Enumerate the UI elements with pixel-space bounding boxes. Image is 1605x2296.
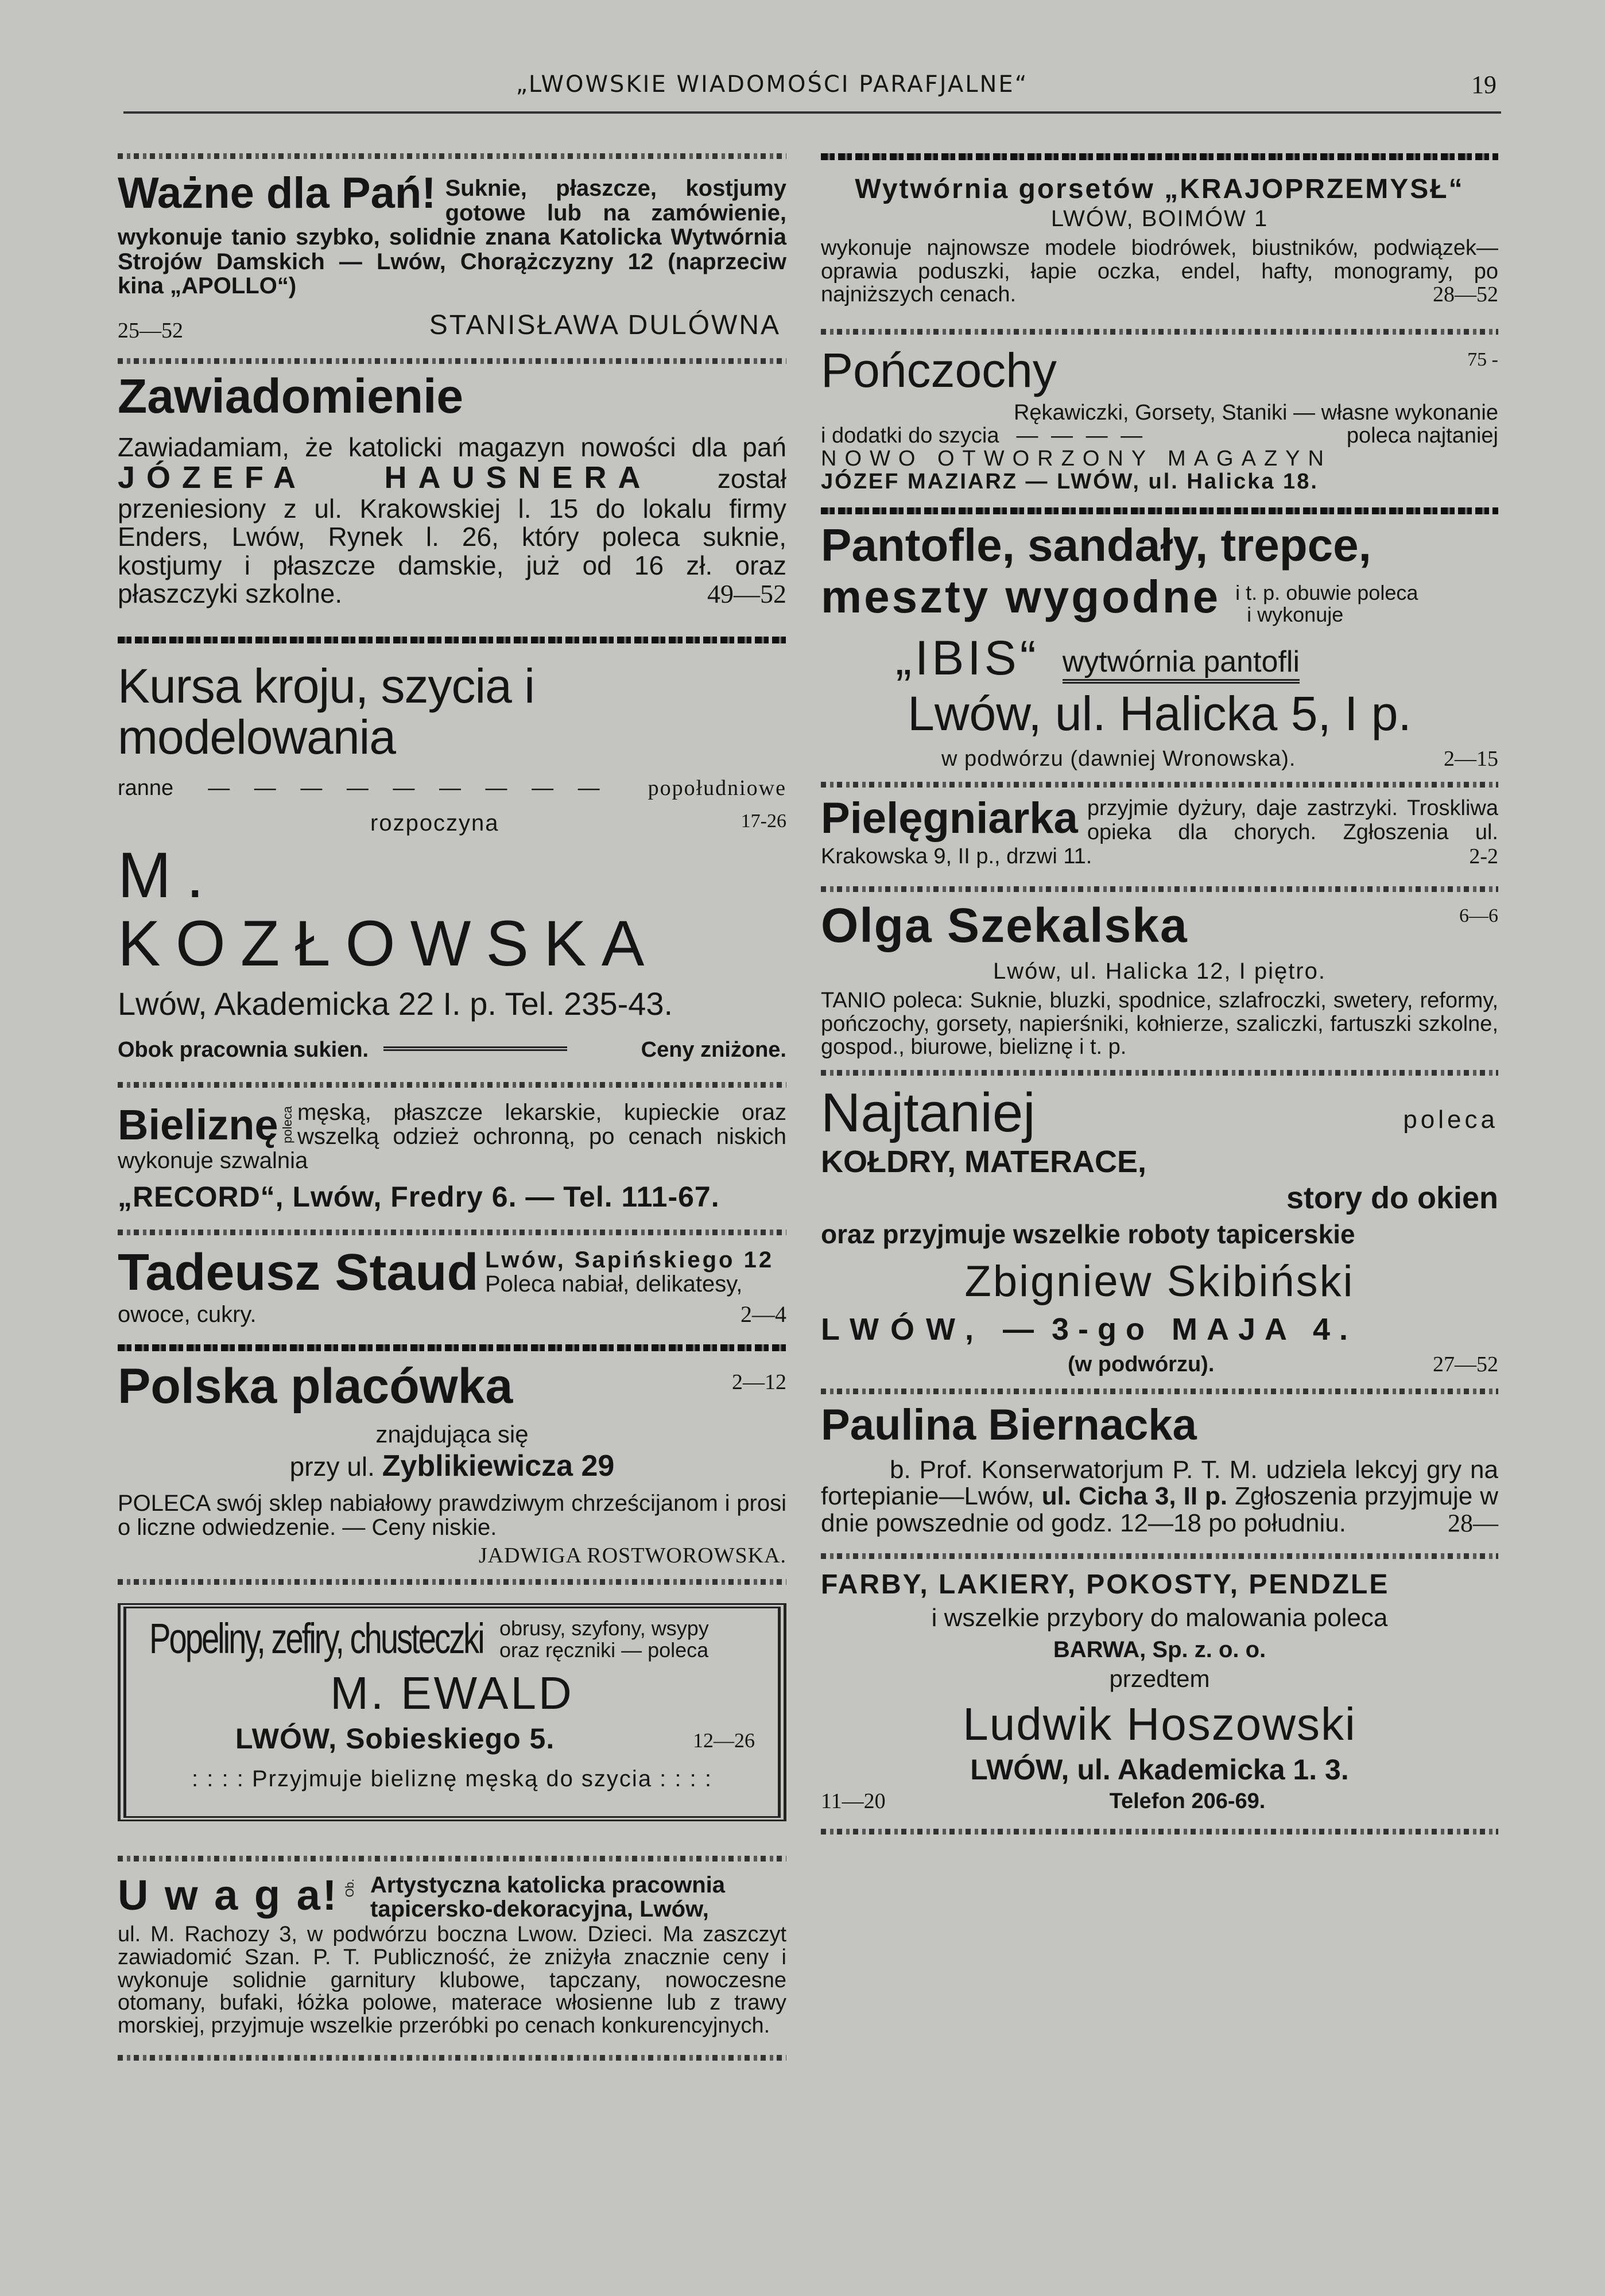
ad-address: Lwów, ul. Halicka 12, I piętro. bbox=[993, 958, 1327, 984]
ornament-divider bbox=[821, 507, 1498, 514]
ad-code: 49—52 bbox=[707, 579, 786, 608]
ad-subheading: LWÓW, BOIMÓW 1 bbox=[1050, 205, 1269, 231]
ad-text: KOŁDRY, MATERACE, bbox=[821, 1144, 1146, 1179]
ornament-divider bbox=[118, 2055, 786, 2061]
ornament-divider bbox=[118, 1579, 786, 1585]
ad-code: 2—4 bbox=[741, 1301, 786, 1328]
ad-heading: Olga Szekalska bbox=[821, 898, 1188, 952]
ad-text: Zawiadamiam, że katolicki magazyn nowości dla pań bbox=[118, 432, 786, 463]
ad-code: 2—15 bbox=[1444, 747, 1498, 771]
page-header bbox=[123, 68, 1501, 114]
ad-dashes: — — — — — — — — — bbox=[208, 776, 609, 801]
ad-wazne-dla-pan bbox=[118, 169, 786, 343]
ad-code: 28— bbox=[1448, 1508, 1498, 1537]
ad-heading: Najtaniej bbox=[821, 1082, 1036, 1144]
ad-side-label: poleca bbox=[280, 1106, 294, 1143]
ad-olga-szekalska bbox=[821, 900, 1498, 1058]
ad-name: M. EWALD bbox=[330, 1667, 574, 1719]
ad-heading: Ważne dla Pań! bbox=[118, 169, 436, 218]
ad-address: LWÓW, Sobieskiego 5. bbox=[235, 1722, 555, 1755]
ad-heading: Zawiadomienie bbox=[118, 369, 464, 424]
ad-text: został przeniesiony z ul. Krakowskiej l. 15 do lokalu firmy Enders, Lwów, Rynek l. 26, który poleca suknie, kostjumy i płaszcze damskie, już od 16 zł. oraz płaszczyki szkolne. bbox=[118, 464, 787, 608]
ad-address: Lwów, ul. Halicka 5, I p. bbox=[908, 687, 1412, 741]
ad-text: rozpoczyna bbox=[370, 810, 499, 836]
ad-text: story do okien bbox=[1286, 1181, 1498, 1216]
ad-text: i t. p. obuwie poleca bbox=[1235, 581, 1418, 605]
ad-text: tapicersko-dekoracyjna, Lwów, bbox=[370, 1896, 709, 1922]
ad-dashes: — — — — bbox=[1016, 423, 1146, 448]
ad-text: przedtem bbox=[1109, 1665, 1210, 1693]
left-column bbox=[118, 146, 786, 2068]
ad-code: 17-26 bbox=[741, 810, 786, 832]
ad-heading: U w a g a! bbox=[118, 1871, 339, 1919]
ad-tadeusz-staud bbox=[118, 1243, 786, 1328]
ad-ewald-box bbox=[118, 1603, 786, 1821]
ad-heading: FARBY, LAKIERY, POKOSTY, PENDZLE bbox=[821, 1569, 1390, 1600]
ad-name: Zbigniew Skibiński bbox=[964, 1257, 1355, 1306]
ornament-divider bbox=[821, 1829, 1498, 1835]
ad-najtaniej bbox=[821, 1084, 1498, 1376]
ad-address: 3-go MAJA 4. bbox=[1052, 1312, 1358, 1347]
ad-zawiadomienie bbox=[118, 371, 786, 608]
ad-pielegniarka bbox=[821, 794, 1498, 869]
ad-polska-placowka bbox=[118, 1360, 786, 1568]
ad-text: owoce, cukry. bbox=[118, 1302, 257, 1328]
ad-heading: Wytwórnia gorsetów „KRAJOPRZEMYSŁ“ bbox=[855, 174, 1464, 204]
ornament-divider bbox=[821, 886, 1498, 892]
ad-code: 27—52 bbox=[1433, 1352, 1498, 1376]
ad-text: Poleca nabiał, delikatesy, bbox=[485, 1271, 743, 1297]
ad-text: Telefon 206-69. bbox=[1109, 1789, 1266, 1813]
ad-text: JÓZEF MAZIARZ — LWÓW, ul. Halicka 18. bbox=[821, 469, 1319, 494]
ad-text: oraz przyjmuje wszelkie roboty tapicerskie bbox=[821, 1219, 1355, 1250]
ad-heading: Pantofle, sandały, trepce, bbox=[821, 519, 1371, 571]
ad-code: 28—52 bbox=[1433, 282, 1498, 307]
ornament-divider bbox=[118, 1856, 786, 1861]
ad-text: Artystyczna katolicka pracownia bbox=[370, 1872, 726, 1898]
ad-text: męską, płaszcze lekarskie, kupieckie oraz wszelką odzież ochronną, po cenach niskich wykonuje szwalnia bbox=[118, 1099, 786, 1173]
ad-address: LWÓW, ul. Akademicka 1. 3. bbox=[970, 1753, 1349, 1786]
ad-heading: Popeliny, zefiry, chusteczki bbox=[149, 1614, 483, 1662]
ad-side-label: Ob. bbox=[344, 1878, 357, 1897]
ornament-divider bbox=[118, 358, 786, 364]
ad-heading: Bieliznę bbox=[118, 1100, 278, 1149]
ad-code: 12—26 bbox=[693, 1728, 755, 1752]
ad-text: poleca najtaniej bbox=[1346, 423, 1498, 448]
ad-text: (w podwórzu). bbox=[1068, 1352, 1215, 1376]
ad-code: 75 - bbox=[1467, 349, 1498, 371]
journal-title: „LWOWSKIE WIADOMOŚCI PARAFJALNE“ bbox=[515, 71, 1029, 98]
ad-code: 2-2 bbox=[1469, 844, 1498, 869]
ad-heading: Paulina Biernacka bbox=[821, 1401, 1197, 1450]
ad-name: M. KOZŁOWSKA bbox=[118, 839, 660, 979]
ad-name: Ludwik Hoszowski bbox=[963, 1698, 1356, 1750]
ad-code: 6—6 bbox=[1459, 905, 1498, 926]
ornament-divider bbox=[821, 329, 1498, 335]
ad-text: poleca bbox=[1403, 1106, 1498, 1134]
ad-text: w podwórzu (dawniej Wronowska). bbox=[941, 747, 1296, 771]
ad-address: ul. Cicha 3, II p. bbox=[1041, 1482, 1228, 1511]
ornament-divider bbox=[118, 1082, 786, 1088]
ad-text: i dodatki do szycia bbox=[821, 423, 999, 448]
ad-text: i wszelkie przybory do malowania poleca bbox=[931, 1604, 1388, 1632]
ornament-divider bbox=[118, 1230, 786, 1235]
ad-owner: JÓZEFA HAUSNERA bbox=[118, 460, 652, 495]
ad-text: Zgłoszenia przyjmuje w dnie powszednie od godz. 12—18 po południu. bbox=[821, 1482, 1498, 1537]
ad-heading: Pielęgniarka bbox=[821, 794, 1078, 843]
ad-kursa-kroju bbox=[118, 661, 786, 1061]
ad-text: obrusy, szyfony, wsypy bbox=[499, 1616, 709, 1640]
ad-code: 11—20 bbox=[821, 1789, 886, 1813]
ad-text: popołudniowe bbox=[648, 776, 786, 801]
ad-note: Obok pracownia sukien. bbox=[118, 1037, 369, 1062]
ad-text: ranne bbox=[118, 776, 174, 801]
ad-bielizne bbox=[118, 1100, 786, 1212]
page-number: 19 bbox=[1471, 71, 1497, 99]
ad-note: Ceny zniżone. bbox=[641, 1037, 786, 1062]
ad-text: Lwów, Sapińskiego 12 bbox=[485, 1247, 774, 1273]
ad-text: TANIO poleca: Suknie, bluzki, spodnice, szlafroczki, swetery, reformy, pończochy, gorsety, napierśniki, kołnierze, szaliczki, fartuszki szkolne, gospod., biurowe, bieliznę i t. p. bbox=[821, 988, 1498, 1059]
ornament-divider bbox=[821, 782, 1498, 788]
ad-text: oraz ręczniki — poleca bbox=[499, 1638, 709, 1662]
ad-name: STANISŁAWA DULÓWNA bbox=[429, 309, 781, 340]
ornament-divider bbox=[821, 1070, 1498, 1076]
ad-address: Lwów, Akademicka 22 I. p. Tel. 235-43. bbox=[118, 986, 673, 1022]
ad-name: JADWIGA ROSTWOROWSKA. bbox=[478, 1543, 786, 1568]
ad-dash: — bbox=[1002, 1312, 1034, 1347]
ad-text: POLECA swój sklep nabiałowy prawdziwym chrześcijanom i prosi o liczne odwiedzenie. — Ceny niskie. bbox=[118, 1491, 786, 1541]
ornament-divider bbox=[821, 1389, 1498, 1394]
ad-text: wytwórnia pantofli bbox=[1063, 646, 1300, 684]
ad-brand: „IBIS“ bbox=[895, 631, 1040, 685]
ad-ibis bbox=[821, 521, 1498, 771]
ad-text: wykonuje najnowsze modele biodrówek, biustników, podwiązek—oprawia poduszki, łapie oczka, endel, hafty, monogramy, po najniższych cenach. bbox=[821, 236, 1498, 307]
ad-heading: meszty wygodne bbox=[821, 571, 1221, 623]
ad-address: Zyblikiewicza 29 bbox=[382, 1449, 615, 1483]
ad-ponczochy bbox=[821, 345, 1498, 494]
ornament-divider bbox=[821, 153, 1498, 160]
ad-text: znajdująca się bbox=[375, 1420, 529, 1448]
ad-text: i wykonuje bbox=[1247, 603, 1344, 627]
ad-text: NOWO OTWORZONY MAGAZYN bbox=[821, 446, 1332, 471]
ad-text: przy ul. bbox=[289, 1452, 375, 1482]
ad-text: ul. M. Rachozy 3, w podwórzu boczna Lwow. Dzieci. Ma zaszczyt zawiadomić Szan. P. T. Publiczność, że zniżyła znacznie ceny i wykonuje solidnie garnitury klubowe, tapczany, nowoczesne otomany, bufaki, łóżka polowe, materace włosienne lub z trawy morskiej, przyjmuje wszelkie przeróbki po cenach konkurencyjnych. bbox=[118, 1922, 786, 2038]
ad-uwaga bbox=[118, 1873, 786, 2038]
ad-text: przyjmie dyżury, daje zastrzyki. Troskliwa opieka dla chorych. Zgłoszenia ul. Krakowska 9, II p., drzwi 11. bbox=[821, 796, 1498, 869]
ad-heading: Polska placówka bbox=[118, 1358, 513, 1414]
ornament-divider bbox=[118, 1344, 786, 1351]
ad-footnote: : : : : Przyjmuje bieliznę męską do szycia : : : : bbox=[192, 1766, 712, 1791]
ad-text: Suknie, płaszcze, kostjumy gotowe lub na zamówienie, wykonuje tanio szybko, solidnie znana Katolicka Wytwórnia Strojów Damskich — Lwów, Chorążczyzny 12 (naprzeciw kina „APOLLO“) bbox=[118, 176, 786, 299]
ad-heading: Tadeusz Staud bbox=[118, 1243, 479, 1301]
ornament-divider bbox=[118, 153, 786, 159]
ad-text: Rękawiczki, Gorsety, Staniki — własne wykonanie bbox=[1013, 401, 1498, 425]
ad-text: b. Prof. Konserwatorjum P. T. M. udziela lekcyj gry na fortepianie—Lwów, bbox=[821, 1455, 1498, 1511]
ad-address: LWÓW, bbox=[821, 1312, 985, 1347]
ad-firm: „RECORD“, Lwów, Fredry 6. — Tel. 111-67. bbox=[118, 1180, 720, 1213]
ornament-divider bbox=[821, 1553, 1498, 1559]
ad-code: 2—12 bbox=[732, 1370, 786, 1394]
right-column bbox=[821, 146, 1498, 1841]
ad-heading: Kursa kroju, szycia i modelowania bbox=[118, 659, 534, 765]
ad-firm: BARWA, Sp. z. o. o. bbox=[1053, 1637, 1266, 1662]
ad-barwa bbox=[821, 1570, 1498, 1813]
ad-krajoprzemysl bbox=[821, 175, 1498, 306]
ad-code: 25—52 bbox=[118, 318, 183, 343]
ad-paulina-biernacka bbox=[821, 1402, 1498, 1537]
ornament-divider bbox=[118, 637, 786, 643]
ad-heading: Pończochy bbox=[821, 343, 1057, 398]
